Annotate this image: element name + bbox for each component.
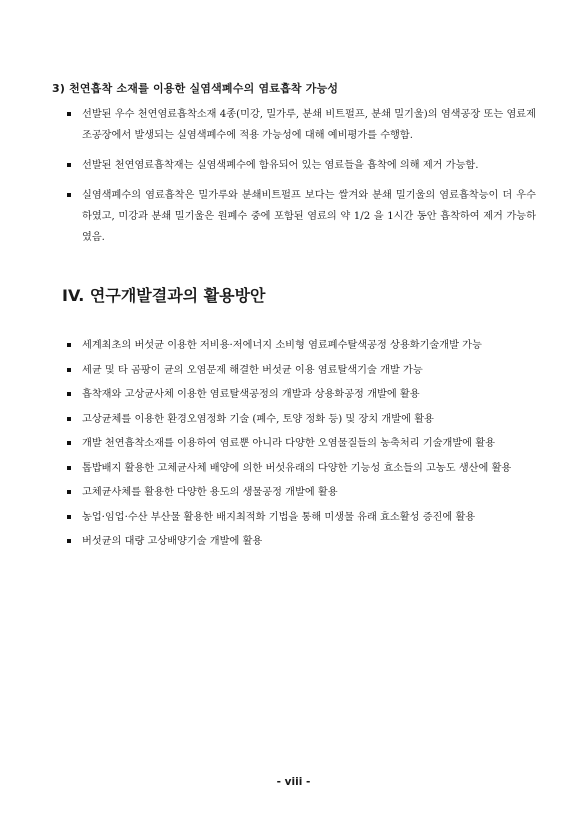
list-item <box>66 335 536 356</box>
square-bullet-icon <box>67 392 71 396</box>
square-bullet-icon <box>67 466 71 470</box>
page-number: - viii - <box>276 776 311 788</box>
list-item <box>66 155 536 176</box>
square-bullet-icon <box>67 112 71 116</box>
square-bullet-icon <box>67 368 71 372</box>
list-item <box>66 482 536 503</box>
square-bullet-icon <box>67 163 71 167</box>
list-item-text: 흡착재와 고상균사체 이용한 염료탈색공정의 개발과 상용화공정 개발에 활용 <box>82 389 420 400</box>
list-item <box>66 458 536 479</box>
list-item-text: 고체균사체를 활용한 다양한 용도의 생물공정 개발에 활용 <box>82 487 338 498</box>
square-bullet-icon <box>67 539 71 543</box>
list-item-text: 선발된 천연염료흡착재는 실염색폐수에 함유되어 있는 염료들을 흡착에 의해 제거 가능함. <box>82 160 479 171</box>
list-item-text: 선발된 우수 천연염료흡착소재 4종(미강, 밀가루, 분쇄 비트펄프, 분쇄 밀기울)의 염색공장 또는 염료제조공장에서 발생되는 실염색폐수에 적용 가능성에 대해 예비평가를 수행함. <box>82 109 536 141</box>
square-bullet-icon <box>67 417 71 421</box>
list-item-text: 개발 천연흡착소재를 이용하여 염료뿐 아니라 다양한 오염물질들의 농축처리 기술개발에 활용 <box>82 438 495 449</box>
square-bullet-icon <box>67 343 71 347</box>
list-item <box>66 433 536 454</box>
list-item <box>66 384 536 405</box>
list-item <box>66 531 536 552</box>
section-bullet-list <box>66 335 536 556</box>
subsection-bullet-list <box>66 104 536 257</box>
list-item-text: 세균 및 타 곰팡이 균의 오염문제 해결한 버섯균 이용 염료탈색기술 개발 가능 <box>82 364 423 376</box>
list-item <box>66 409 536 430</box>
list-item-text: 농업·임업·수산 부산물 활용한 배지최적화 기법을 통해 미생물 유래 효소활성 증진에 활용 <box>82 511 476 523</box>
list-item-text: 고상균체를 이용한 환경오염정화 기술 (폐수, 토양 정화 등) 및 장치 개발에 활용 <box>82 413 434 425</box>
square-bullet-icon <box>67 441 71 445</box>
list-item-text: 실염색폐수의 염료흡착은 밀가루와 분쇄비트펄프 보다는 쌀겨와 분쇄 밀기울의 염료흡착능이 더 우수하였고, 미강과 분쇄 밀기울은 원폐수 중에 포함된 염료의 약 1/2 을 1시간 동안 흡착하여 제거 가능하였음. <box>82 190 536 243</box>
list-item-text: 세계최초의 버섯균 이용한 저비용·저에너지 소비형 염료폐수탈색공정 상용화기술개발 가능 <box>82 340 482 351</box>
list-item-text: 톱밥배지 활용한 고체균사체 배양에 의한 버섯유래의 다양한 기능성 효소들의 고농도 생산에 활용 <box>82 462 512 474</box>
list-item <box>66 360 536 381</box>
list-item <box>66 104 536 146</box>
square-bullet-icon <box>67 515 71 519</box>
list-item <box>66 507 536 528</box>
section-heading: IV. 연구개발결과의 활용방안 <box>62 286 266 305</box>
list-item <box>66 185 536 248</box>
square-bullet-icon <box>67 490 71 494</box>
subsection-heading: 3) 천연흡착 소재를 이용한 실염색폐수의 염료흡착 가능성 <box>52 82 339 95</box>
square-bullet-icon <box>67 193 71 197</box>
list-item-text: 버섯균의 대량 고상배양기술 개발에 활용 <box>82 536 263 547</box>
